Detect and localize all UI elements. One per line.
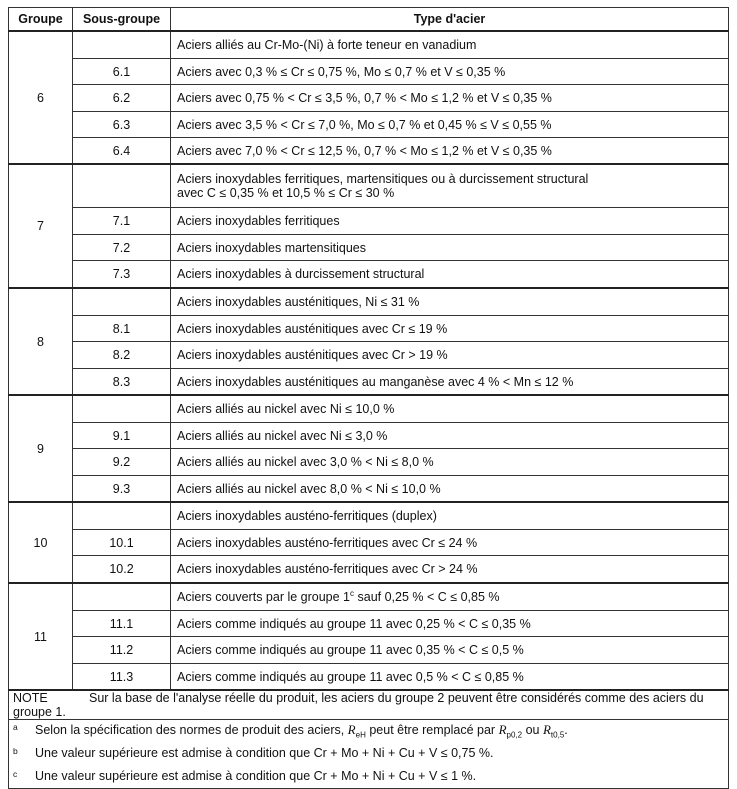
footnote-b: [9, 742, 729, 764]
footnote-mark-a: a: [13, 722, 18, 733]
footnote-a: [9, 720, 729, 743]
table-row: [9, 59, 729, 85]
table-row: [9, 664, 729, 691]
note-label: NOTE: [13, 691, 48, 705]
type-cell: Aciers inoxydables austénitiques avec Cr > 19 %: [171, 342, 729, 369]
table-row: [9, 235, 729, 261]
header-sous-groupe: Sous-groupe: [73, 8, 171, 32]
symbol-r: R: [498, 722, 507, 738]
footnote-ref-c: c: [350, 589, 355, 599]
footnote-mark-b: b: [13, 746, 18, 756]
table-row: [9, 208, 729, 235]
type-cell: Aciers inoxydables ferritiques: [171, 208, 729, 235]
symbol-r: R: [542, 722, 551, 738]
group-cell: 9: [9, 395, 73, 502]
group-cell: 7: [9, 164, 73, 288]
subgroup-cell: 10.1: [73, 530, 171, 556]
footnote-a-row: [9, 720, 729, 743]
subgroup-cell: 11.2: [73, 637, 171, 664]
header-groupe: Groupe: [9, 8, 73, 32]
group-cell: 11: [9, 583, 73, 690]
subgroup-cell: 8.1: [73, 316, 171, 342]
type-cell: Aciers inoxydables austénitiques, Ni ≤ 31 %: [171, 288, 729, 316]
subgroup-cell: 9.2: [73, 449, 171, 476]
type-cell: Aciers inoxydables austénitiques au manganèse avec 4 % < Mn ≤ 12 %: [171, 369, 729, 396]
table-row: [9, 476, 729, 503]
subgroup-cell: 6.2: [73, 85, 171, 112]
note-text: Sur la base de l'analyse réelle du produit, les aciers du groupe 2 peuvent être considérés comme des aciers du groupe 1.: [13, 691, 704, 719]
table-row: [9, 423, 729, 449]
table-row: [9, 583, 729, 611]
subgroup-cell: 9.1: [73, 423, 171, 449]
steel-group-table-sheet: [8, 7, 728, 789]
table-row: [9, 342, 729, 369]
symbol-sub: eH: [355, 730, 366, 740]
type-cell: Aciers inoxydables martensitiques: [171, 235, 729, 261]
table-row: [9, 369, 729, 396]
table-row: [9, 85, 729, 112]
footnote-a-mid: peut être remplacé par: [365, 723, 499, 738]
type-cell: Aciers avec 0,75 % < Cr ≤ 3,5 %, 0,7 % < Mo ≤ 1,2 % et V ≤ 0,35 %: [171, 85, 729, 112]
type-cell: Aciers avec 0,3 % ≤ Cr ≤ 0,75 %, Mo ≤ 0,7 % et V ≤ 0,35 %: [171, 59, 729, 85]
table-row: [9, 261, 729, 289]
subgroup-cell: 10.2: [73, 556, 171, 584]
note-cell: [9, 690, 729, 720]
group-cell: 6: [9, 31, 73, 164]
footnote-a-or: ou: [522, 723, 543, 738]
type-cell: Aciers avec 7,0 % < Cr ≤ 12,5 %, 0,7 % < Mo ≤ 1,2 % et V ≤ 0,35 %: [171, 138, 729, 165]
table-row: [9, 449, 729, 476]
type-cell: Aciers inoxydables austéno-ferritiques avec Cr ≤ 24 %: [171, 530, 729, 556]
subgroup-cell: [73, 31, 171, 59]
type-cell: Aciers inoxydables austéno-ferritiques (duplex): [171, 502, 729, 530]
table-row: [9, 502, 729, 530]
subgroup-cell: 11.1: [73, 611, 171, 637]
type-line-1: Aciers inoxydables ferritiques, martensitiques ou à durcissement structural: [177, 172, 589, 186]
subgroup-cell: [73, 583, 171, 611]
footnote-c: [9, 764, 729, 789]
footnote-mark-c: c: [13, 769, 18, 779]
table-row: [9, 164, 729, 208]
table-row: [9, 556, 729, 584]
table-row: [9, 316, 729, 342]
type-cell: [171, 583, 729, 611]
type-cell: Aciers alliés au nickel avec 8,0 % < Ni ≤ 10,0 %: [171, 476, 729, 503]
type-cell: Aciers inoxydables austéno-ferritiques avec Cr > 24 %: [171, 556, 729, 584]
subgroup-cell: 8.2: [73, 342, 171, 369]
table-row: [9, 395, 729, 423]
table-row: [9, 112, 729, 138]
subgroup-cell: 7.3: [73, 261, 171, 289]
type-text: Aciers couverts par le groupe 1: [177, 590, 351, 605]
table-row: [9, 611, 729, 637]
type-cell: Aciers alliés au Cr-Mo-(Ni) à forte teneur en vanadium: [171, 31, 729, 59]
footnote-c-text: Une valeur supérieure est admise à condition que Cr + Mo + Ni + Cu + V ≤ 1 %.: [35, 769, 477, 783]
type-cell: Aciers avec 3,5 % < Cr ≤ 7,0 %, Mo ≤ 0,7 % et 0,45 % ≤ V ≤ 0,55 %: [171, 112, 729, 138]
footnote-b-text: Une valeur supérieure est admise à condition que Cr + Mo + Ni + Cu + V ≤ 0,75 %.: [35, 746, 494, 760]
subgroup-cell: 6.4: [73, 138, 171, 165]
table-row: [9, 288, 729, 316]
footnote-a-end: .: [564, 723, 568, 738]
subgroup-cell: [73, 502, 171, 530]
subgroup-cell: 11.3: [73, 664, 171, 691]
type-cell: Aciers alliés au nickel avec 3,0 % < Ni ≤ 8,0 %: [171, 449, 729, 476]
type-cell: Aciers inoxydables à durcissement structural: [171, 261, 729, 289]
type-cell: Aciers comme indiqués au groupe 11 avec 0,25 % < C ≤ 0,35 %: [171, 611, 729, 637]
subgroup-cell: 9.3: [73, 476, 171, 503]
footnote-b-row: [9, 742, 729, 764]
symbol-sub: p0,2: [506, 730, 523, 740]
subgroup-cell: [73, 164, 171, 208]
subgroup-cell: 7.2: [73, 235, 171, 261]
subgroup-cell: 8.3: [73, 369, 171, 396]
table-row: [9, 138, 729, 165]
table-row: [9, 530, 729, 556]
group-cell: 8: [9, 288, 73, 395]
type-cell: Aciers inoxydables austénitiques avec Cr ≤ 19 %: [171, 316, 729, 342]
type-cell: Aciers comme indiqués au groupe 11 avec 0,5 % < C ≤ 0,85 %: [171, 664, 729, 691]
subgroup-cell: 6.3: [73, 112, 171, 138]
type-line-2: avec C ≤ 0,35 % et 10,5 % ≤ Cr ≤ 30 %: [177, 186, 395, 200]
footnote-a-text: Selon la spécification des normes de produit des aciers,: [35, 723, 348, 738]
type-cell: [171, 164, 729, 208]
table-row: [9, 637, 729, 664]
steel-group-table: [8, 7, 729, 789]
table-row: [9, 31, 729, 59]
subgroup-cell: 7.1: [73, 208, 171, 235]
type-text-after: sauf 0,25 % < C ≤ 0,85 %: [354, 590, 500, 605]
symbol-r: R: [347, 722, 356, 738]
header-type: Type d'acier: [171, 8, 729, 32]
subgroup-cell: [73, 288, 171, 316]
type-cell: Aciers comme indiqués au groupe 11 avec 0,35 % < C ≤ 0,5 %: [171, 637, 729, 664]
type-cell: Aciers alliés au nickel avec Ni ≤ 3,0 %: [171, 423, 729, 449]
type-cell: Aciers alliés au nickel avec Ni ≤ 10,0 %: [171, 395, 729, 423]
subgroup-cell: [73, 395, 171, 423]
note-row: [9, 690, 729, 720]
header-row: [9, 8, 729, 32]
footnote-c-row: [9, 764, 729, 789]
symbol-sub: t0,5: [550, 730, 565, 740]
group-cell: 10: [9, 502, 73, 583]
subgroup-cell: 6.1: [73, 59, 171, 85]
